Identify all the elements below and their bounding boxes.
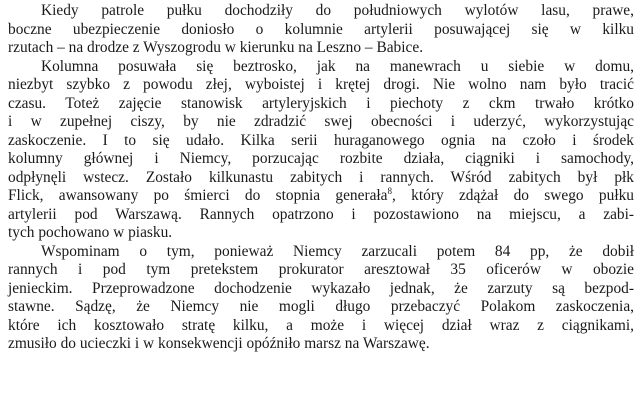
text-line: rzutach – na drodze z Wyszogrodu w kierunku na Leszno – Babice.	[8, 39, 424, 56]
text-line: i w zupełnej ciszy, by nie zdradzić swej obecności i uderzyć, wykorzystując	[8, 113, 634, 130]
text-line: odpłynęli wstecz. Zostało kilkunastu zabitych i rannych. Wśród zabitych był płk	[8, 168, 634, 186]
text-line: artylerii pod Warszawą. Rannych opatrzono i pozostawiono na miejscu, a zabi-	[8, 205, 634, 223]
text-line: kolumny głównej i Niemcy, porzucając rozbite działa, ciągniki i samochody,	[8, 150, 634, 167]
text-line: Wspominam o tym, ponieważ Niemcy zarzucali potem 84 pp, że dobił	[41, 242, 634, 260]
text-line: Kolumna posuwała się beztrosko, jak na manewrach u siebie w domu,	[41, 57, 634, 75]
text-line: czasu. Toteż zajęcie stanowisk artyleryjskich i piechoty z ckm trwało krótko	[8, 94, 634, 112]
text-line: zaskoczenie. I to się udało. Kilka serii huraganowego ognia na czoło i środek	[8, 131, 634, 149]
text-line: stawne. Sądzę, że Niemcy nie mogli długo przebaczyć Polakom zaskoczenia,	[8, 298, 634, 315]
text-line: niezbyt szybko z powodu złej, wyboistej i krętej drogi. Nie wolno nam było tracić	[8, 76, 634, 93]
text-line: które ich kosztowało stratę kilku, a może i więcej dział wraz z ciągnikami,	[8, 316, 634, 334]
paragraph-1	[8, 2, 634, 58]
text-line: rannych i pod tym pretekstem prokurator aresztował 35 oficerów w obozie	[8, 261, 634, 278]
text-segment: Flick, awansowany po śmierci do stopnia generała	[8, 187, 388, 204]
text-line-with-footnote	[8, 187, 634, 206]
paragraph-2	[8, 58, 634, 243]
text-segment: , który zdążał do swego pułku	[392, 187, 634, 204]
text-line: zmusiło do ucieczki i w konsekwencji opóźniło marsz na Warszawę.	[8, 335, 430, 352]
text-line: boczne ubezpieczenie doniosło o kolumnie artylerii posuwającej się w kilku	[8, 20, 634, 38]
text-line: jenieckim. Przeprowadzone dochodzenie wykazało jednak, że zarzuty są bezpod-	[8, 279, 634, 297]
text-line: tych pochowano w piasku.	[8, 224, 173, 241]
text-line: Kiedy patrole pułku dochodziły do południowych wylotów lasu, prawe,	[41, 2, 634, 19]
paragraph-3	[8, 243, 634, 354]
footnote-mark: 8	[387, 185, 393, 196]
